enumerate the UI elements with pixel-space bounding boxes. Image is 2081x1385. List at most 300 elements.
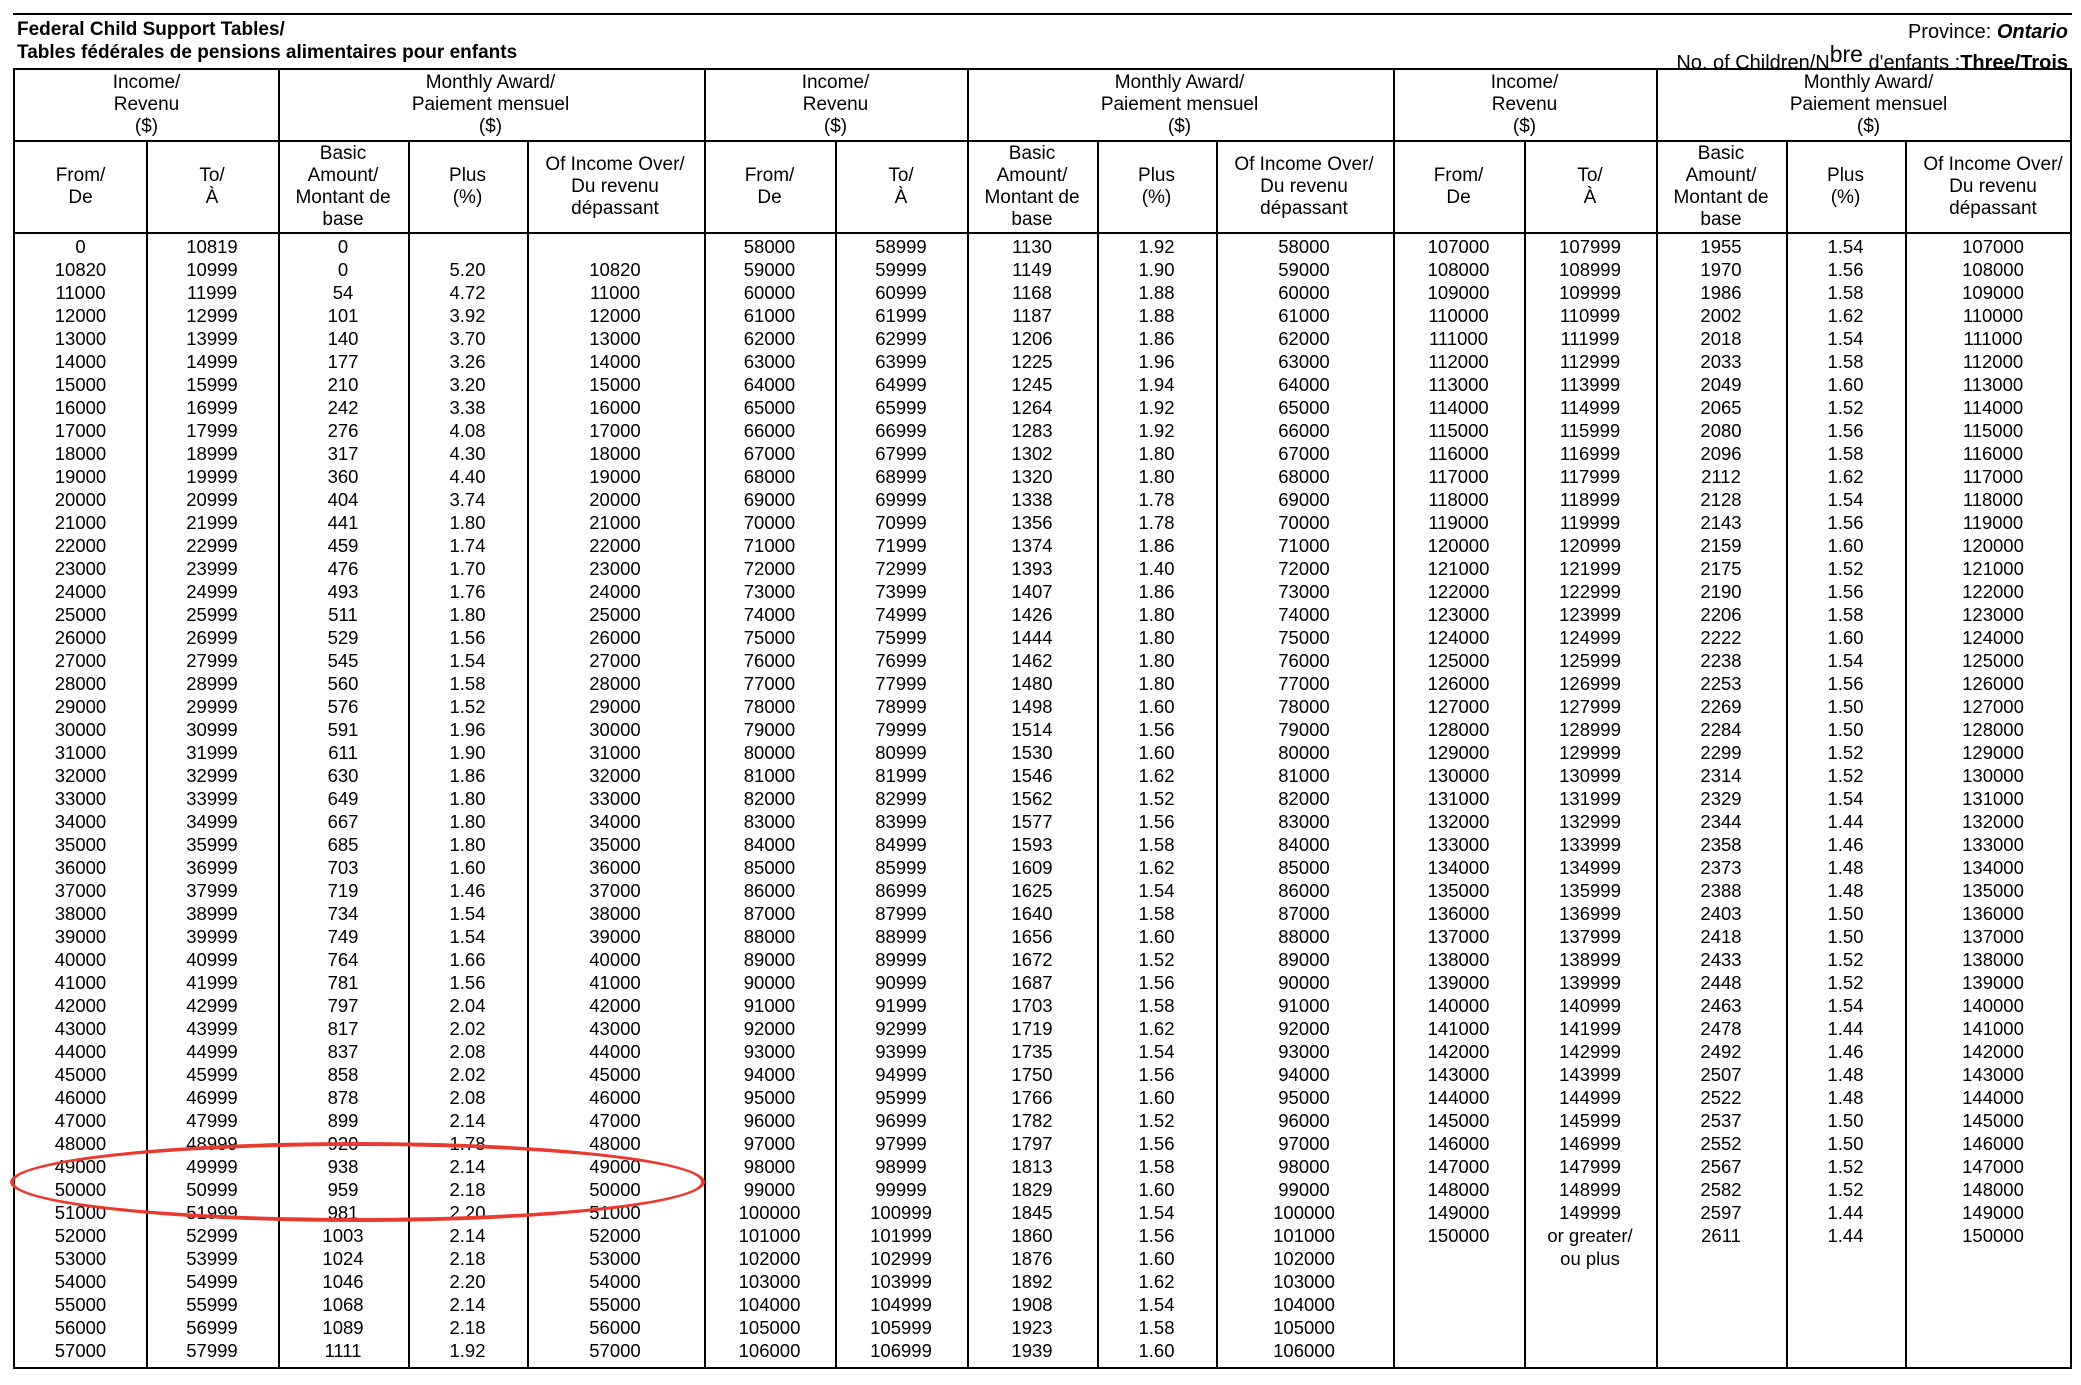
cell-over: 95000 (1278, 1087, 1330, 1108)
cell-from: 63000 (743, 351, 796, 372)
cell-basic: 210 (327, 374, 359, 395)
cell-from: 44000 (54, 1041, 107, 1062)
cell-basic: 1462 (1011, 650, 1053, 671)
cell-basic: 2049 (1700, 374, 1742, 395)
cell-from: 121000 (1427, 558, 1490, 579)
cell-plus: 1.50 (1827, 926, 1864, 947)
cell-plus: 1.54 (1827, 236, 1864, 257)
cell-basic: 2033 (1700, 351, 1742, 372)
cell-over: 103000 (1273, 1271, 1335, 1292)
header-line: Of Income Over/ (1923, 154, 2063, 175)
cell-from: 99000 (743, 1179, 796, 1200)
cell-plus: 1.54 (1138, 1202, 1175, 1223)
cell-plus: 3.74 (449, 489, 486, 510)
cell-over: 102000 (1273, 1248, 1335, 1269)
cell-plus: 3.20 (449, 374, 486, 395)
cell-to: 126999 (1559, 673, 1621, 694)
cell-to: 117999 (1559, 466, 1621, 487)
cell-to: 133999 (1559, 834, 1621, 855)
cell-plus: 2.20 (449, 1202, 486, 1223)
cell-over: 21000 (589, 512, 641, 533)
cell-to: 16999 (186, 397, 238, 418)
cell-from: 78000 (743, 696, 796, 717)
cell-to: 85999 (875, 857, 927, 878)
cell-to: 49999 (186, 1156, 238, 1177)
cell-plus: 2.18 (449, 1317, 486, 1338)
cell-over: 18000 (589, 443, 641, 464)
cell-basic: 1245 (1011, 374, 1053, 395)
cell-over: 107000 (1962, 236, 2024, 257)
cell-to: 113999 (1559, 374, 1621, 395)
cell-to: 96999 (875, 1110, 927, 1131)
cell-plus: 1.90 (1138, 259, 1175, 280)
cell-plus: 1.44 (1827, 811, 1864, 832)
cell-to: 137999 (1559, 926, 1621, 947)
cell-to: 81999 (875, 765, 927, 786)
cell-from: 42000 (54, 995, 107, 1016)
cell-from: 98000 (743, 1156, 796, 1177)
cell-from: 94000 (743, 1064, 796, 1085)
cell-over: 149000 (1962, 1202, 2024, 1223)
cell-basic: 545 (327, 650, 359, 671)
cell-over: 62000 (1278, 328, 1330, 349)
cell-to: 58999 (875, 236, 927, 257)
cell-basic: 685 (327, 834, 359, 855)
header-line: ($) (823, 116, 848, 137)
cell-from: 97000 (743, 1133, 796, 1154)
cell-to: 79999 (875, 719, 927, 740)
cell-from: 68000 (743, 466, 796, 487)
cell-to: 103999 (870, 1271, 932, 1292)
cell-plus: 1.76 (449, 581, 486, 602)
cell-basic: 1625 (1011, 880, 1053, 901)
cell-basic: 781 (327, 972, 359, 993)
cell-over: 36000 (589, 857, 641, 878)
cell-basic: 1986 (1700, 282, 1742, 303)
cell-to: 46999 (186, 1087, 238, 1108)
cell-from: 135000 (1427, 880, 1490, 901)
header-line: Monthly Award/ (1803, 72, 1934, 93)
cell-over: 124000 (1962, 627, 2024, 648)
column-header-basic (278, 142, 408, 232)
cell-plus: 1.54 (1138, 1041, 1175, 1062)
header-line: From/ (1433, 165, 1484, 186)
cell-from: 125000 (1427, 650, 1490, 671)
cell-basic: 1577 (1011, 811, 1053, 832)
cell-plus: 1.60 (1138, 1340, 1175, 1361)
column-header-plus (408, 142, 527, 232)
cell-to: 89999 (875, 949, 927, 970)
cell-plus: 1.50 (1827, 1133, 1864, 1154)
cell-from: 62000 (743, 328, 796, 349)
cell-basic: 0 (337, 259, 349, 280)
cell-over: 106000 (1273, 1340, 1335, 1361)
cell-to: 37999 (186, 880, 238, 901)
cell-to: 144999 (1559, 1087, 1621, 1108)
cell-over: 146000 (1962, 1133, 2024, 1154)
cell-over: 81000 (1278, 765, 1330, 786)
cell-from: 34000 (54, 811, 107, 832)
cell-over: 144000 (1962, 1087, 2024, 1108)
cell-plus: 1.58 (1138, 1317, 1175, 1338)
cell-plus: 1.62 (1138, 765, 1175, 786)
cell-to: 119999 (1559, 512, 1621, 533)
cell-basic: 749 (327, 926, 359, 947)
cell-from: 112000 (1428, 351, 1489, 372)
cell-over: 10820 (589, 259, 641, 280)
header-line: De (757, 187, 782, 208)
cell-to: 57999 (186, 1340, 238, 1361)
cell-over: 80000 (1278, 742, 1330, 763)
cell-from: 45000 (54, 1064, 107, 1085)
cell-to: 72999 (875, 558, 927, 579)
cell-from: 101000 (738, 1225, 801, 1246)
cell-to: 23999 (186, 558, 238, 579)
cell-to: 54999 (186, 1271, 238, 1292)
cell-over: 118000 (1962, 489, 2024, 510)
cell-basic: 476 (327, 558, 359, 579)
cell-basic: 1089 (322, 1317, 364, 1338)
cell-basic: 878 (327, 1087, 359, 1108)
cell-plus: 1.40 (1138, 558, 1175, 579)
cell-from: 66000 (743, 420, 796, 441)
cell-basic: 1530 (1011, 742, 1053, 763)
header-line: Of Income Over/ (545, 154, 685, 175)
cell-over: 84000 (1278, 834, 1330, 855)
cell-basic: 817 (327, 1018, 359, 1039)
cell-from: 55000 (54, 1294, 107, 1315)
cell-basic: 1283 (1011, 420, 1053, 441)
monthly-award-group-header (278, 72, 703, 138)
cell-from: 150000 (1427, 1225, 1490, 1246)
cell-from: 61000 (743, 305, 796, 326)
cell-from: 13000 (54, 328, 107, 349)
cell-to: 35999 (186, 834, 238, 855)
column-header-from (704, 142, 835, 232)
cell-to: 110999 (1559, 305, 1621, 326)
cell-to: 10819 (186, 236, 238, 257)
cell-basic: 1703 (1011, 995, 1053, 1016)
column-header-over (527, 142, 703, 232)
cell-plus: 1.50 (1827, 903, 1864, 924)
cell-basic: 1168 (1012, 282, 1052, 303)
cell-from: 17000 (54, 420, 107, 441)
cell-from: 126000 (1427, 673, 1490, 694)
cell-to: 121999 (1559, 558, 1621, 579)
cell-plus: 2.14 (449, 1156, 486, 1177)
cell-basic: 1206 (1011, 328, 1053, 349)
cell-to: 90999 (875, 972, 927, 993)
cell-over: 89000 (1278, 949, 1330, 970)
cell-plus: 1.80 (1138, 673, 1175, 694)
cell-from: 23000 (54, 558, 107, 579)
cell-plus: 1.56 (449, 972, 486, 993)
header-line: base (1700, 209, 1742, 230)
cell-basic: 360 (327, 466, 359, 487)
cell-plus: 1.52 (449, 696, 486, 717)
cell-over: 44000 (589, 1041, 641, 1062)
cell-to: 105999 (870, 1317, 932, 1338)
cell-plus: 1.62 (1138, 1018, 1175, 1039)
cell-plus: 2.14 (449, 1294, 486, 1315)
cell-basic: 459 (327, 535, 359, 556)
cell-over: 119000 (1962, 512, 2024, 533)
cell-plus: 1.70 (449, 558, 486, 579)
cell-over: 16000 (589, 397, 641, 418)
cell-over: 108000 (1962, 259, 2024, 280)
cell-plus: 1.52 (1827, 765, 1864, 786)
cell-to: 26999 (186, 627, 238, 648)
cell-over: 54000 (589, 1271, 641, 1292)
cell-to: 135999 (1559, 880, 1621, 901)
cell-to: 87999 (875, 903, 927, 924)
cell-from: 35000 (54, 834, 107, 855)
children-caption-a: No. of Children/N (1676, 52, 1830, 74)
column-header-basic (1656, 142, 1786, 232)
cell-to: 14999 (186, 351, 238, 372)
cell-basic: 2284 (1700, 719, 1742, 740)
cell-to: 78999 (875, 696, 927, 717)
cell-to: 82999 (875, 788, 927, 809)
column-header-over (1905, 142, 2081, 232)
cell-from: 29000 (54, 696, 107, 717)
cell-from: 60000 (743, 282, 796, 303)
income-group-header (15, 72, 278, 138)
cell-from: 89000 (743, 949, 796, 970)
cell-from: 38000 (54, 903, 107, 924)
cell-from: 43000 (54, 1018, 107, 1039)
cell-basic: 2403 (1700, 903, 1742, 924)
cell-from: 69000 (743, 489, 796, 510)
cell-plus: 1.58 (1827, 282, 1864, 303)
header-line: Plus (1827, 165, 1864, 186)
cell-to: 24999 (186, 581, 238, 602)
cell-to: 55999 (186, 1294, 238, 1315)
cell-to: 64999 (875, 374, 927, 395)
cell-basic: 2018 (1700, 328, 1742, 349)
cell-from: 132000 (1427, 811, 1490, 832)
cell-to: 40999 (186, 949, 238, 970)
cell-to: 13999 (186, 328, 238, 349)
cell-from: 137000 (1427, 926, 1490, 947)
cell-from: 127000 (1427, 696, 1490, 717)
cell-over: 148000 (1962, 1179, 2024, 1200)
cell-plus: 1.58 (1138, 995, 1175, 1016)
cell-over: 65000 (1278, 397, 1330, 418)
cell-from: 142000 (1427, 1041, 1490, 1062)
cell-from: 102000 (738, 1248, 801, 1269)
cell-to: 86999 (875, 880, 927, 901)
monthly-award-group-header (967, 72, 1392, 138)
cell-over: 48000 (589, 1133, 641, 1154)
header-line: À (894, 187, 908, 208)
cell-plus: 1.80 (449, 604, 486, 625)
cell-basic: 1860 (1011, 1225, 1053, 1246)
header-line: ($) (134, 116, 159, 137)
cell-from: 131000 (1427, 788, 1490, 809)
cell-to: 138999 (1559, 949, 1621, 970)
cell-over: 100000 (1273, 1202, 1335, 1223)
cell-over: 23000 (589, 558, 641, 579)
cell-basic: 560 (327, 673, 359, 694)
cell-from: 85000 (743, 857, 796, 878)
cell-over: 12000 (589, 305, 641, 326)
cell-plus: 1.58 (1827, 443, 1864, 464)
cell-to: 45999 (186, 1064, 238, 1085)
cell-plus: 1.80 (1138, 443, 1175, 464)
cell-plus: 1.96 (449, 719, 486, 740)
cell-basic: 1149 (1012, 259, 1052, 280)
cell-basic: 576 (327, 696, 359, 717)
cell-from: 114000 (1428, 397, 1489, 418)
cell-plus: 1.56 (1827, 581, 1864, 602)
cell-basic: 2080 (1700, 420, 1742, 441)
cell-from: 57000 (54, 1340, 107, 1361)
cell-to: 28999 (186, 673, 238, 694)
cell-to: 92999 (875, 1018, 927, 1039)
cell-over: 34000 (589, 811, 641, 832)
cell-from: 144000 (1427, 1087, 1490, 1108)
cell-plus: 1.80 (449, 834, 486, 855)
cell-to: 11999 (186, 282, 238, 303)
cell-basic: 1609 (1011, 857, 1053, 878)
cell-from: 70000 (743, 512, 796, 533)
cell-plus: 1.46 (1827, 1041, 1864, 1062)
cell-over: 69000 (1278, 489, 1330, 510)
cell-basic: 1393 (1011, 558, 1053, 579)
header-line: De (1446, 187, 1471, 208)
cell-basic: 649 (327, 788, 359, 809)
cell-to: 124999 (1559, 627, 1621, 648)
header-line: From/ (55, 165, 106, 186)
cell-to: 114999 (1559, 397, 1621, 418)
cell-plus: 1.58 (1827, 351, 1864, 372)
cell-basic: 2065 (1700, 397, 1742, 418)
cell-over: 111000 (1963, 328, 2023, 349)
cell-over: 72000 (1278, 558, 1330, 579)
cell-basic: 1480 (1011, 673, 1053, 694)
cell-to: 145999 (1559, 1110, 1621, 1131)
cell-from: 59000 (743, 259, 796, 280)
cell-plus: 1.56 (1138, 972, 1175, 993)
header-line: Basic (1697, 143, 1745, 164)
header-line: To/ (888, 165, 914, 186)
cell-over: 60000 (1278, 282, 1330, 303)
cell-plus: 1.60 (1138, 1179, 1175, 1200)
cell-from: 26000 (54, 627, 107, 648)
cell-from: 10820 (54, 259, 107, 280)
cell-basic: 2222 (1700, 627, 1742, 648)
cell-plus: 1.52 (1138, 1110, 1175, 1131)
cell-from: 92000 (743, 1018, 796, 1039)
column-header-plus (1097, 142, 1216, 232)
cell-over: 68000 (1278, 466, 1330, 487)
cell-over: 14000 (589, 351, 641, 372)
header-line: Montant de (984, 187, 1080, 208)
cell-over: 77000 (1278, 673, 1330, 694)
header-line: Income/ (1490, 72, 1559, 93)
cell-from: 145000 (1427, 1110, 1490, 1131)
cell-to: 127999 (1559, 696, 1621, 717)
cell-plus: 1.52 (1827, 1156, 1864, 1177)
cell-to: 140999 (1559, 995, 1621, 1016)
children-caption-sup: bre (1829, 41, 1863, 67)
cell-plus: 1.74 (449, 535, 486, 556)
cell-over: 47000 (589, 1110, 641, 1131)
cell-over: 37000 (589, 880, 641, 901)
cell-plus: 1.78 (449, 1133, 486, 1154)
cell-over: 28000 (589, 673, 641, 694)
cell-over: 15000 (589, 374, 641, 395)
cell-to: 73999 (875, 581, 927, 602)
cell-basic: 1923 (1011, 1317, 1053, 1338)
cell-to: 132999 (1559, 811, 1621, 832)
cell-over: 121000 (1962, 558, 2024, 579)
header-line: dépassant (1260, 198, 1348, 219)
cell-over: 92000 (1278, 1018, 1330, 1039)
cell-plus: 2.18 (449, 1248, 486, 1269)
cell-over: 129000 (1962, 742, 2024, 763)
cell-from: 53000 (54, 1248, 107, 1269)
cell-to: 48999 (186, 1133, 238, 1154)
header-line: Basic (319, 143, 367, 164)
cell-basic: 1338 (1011, 489, 1053, 510)
cell-plus: 1.60 (1138, 1248, 1175, 1269)
cell-over: 51000 (589, 1202, 641, 1223)
header-line: Plus (1138, 165, 1175, 186)
cell-plus: 1.60 (1138, 742, 1175, 763)
cell-from: 91000 (743, 995, 796, 1016)
cell-plus: 1.54 (1827, 788, 1864, 809)
header-line: Revenu (113, 94, 180, 115)
header-line: ($) (1856, 116, 1881, 137)
cell-basic: 2299 (1700, 742, 1742, 763)
cell-over: 133000 (1962, 834, 2024, 855)
header-line: Monthly Award/ (1114, 72, 1245, 93)
support-table (13, 68, 2072, 1369)
cell-to: 99999 (875, 1179, 927, 1200)
cell-plus: 1.54 (1827, 328, 1864, 349)
cell-over: 49000 (589, 1156, 641, 1177)
cell-plus: 1.54 (1138, 880, 1175, 901)
header-line: dépassant (571, 198, 659, 219)
cell-basic: 2582 (1700, 1179, 1742, 1200)
cell-plus: 1.56 (1827, 259, 1864, 280)
cell-basic: 1876 (1011, 1248, 1053, 1269)
cell-basic: 2329 (1700, 788, 1742, 809)
cell-plus: 1.60 (1138, 926, 1175, 947)
cell-from: 65000 (743, 397, 796, 418)
cell-plus (408, 235, 527, 258)
cell-from: 48000 (54, 1133, 107, 1154)
cell-plus: 1.96 (1138, 351, 1175, 372)
cell-to: 66999 (875, 420, 927, 441)
cell-basic: 2269 (1700, 696, 1742, 717)
cell-from: 67000 (743, 443, 796, 464)
cell-over: 98000 (1278, 1156, 1330, 1177)
cell-over: 140000 (1962, 995, 2024, 1016)
cell-from: 74000 (743, 604, 796, 625)
header-line: Income/ (112, 72, 181, 93)
cell-plus: 1.56 (1827, 420, 1864, 441)
cell-basic: 2358 (1700, 834, 1742, 855)
cell-plus: 1.56 (1138, 811, 1175, 832)
cell-plus: 1.48 (1827, 857, 1864, 878)
cell-plus: 1.48 (1827, 1087, 1864, 1108)
cell-over: 52000 (589, 1225, 641, 1246)
cell-over: 104000 (1273, 1294, 1335, 1315)
cell-to: 68999 (875, 466, 927, 487)
